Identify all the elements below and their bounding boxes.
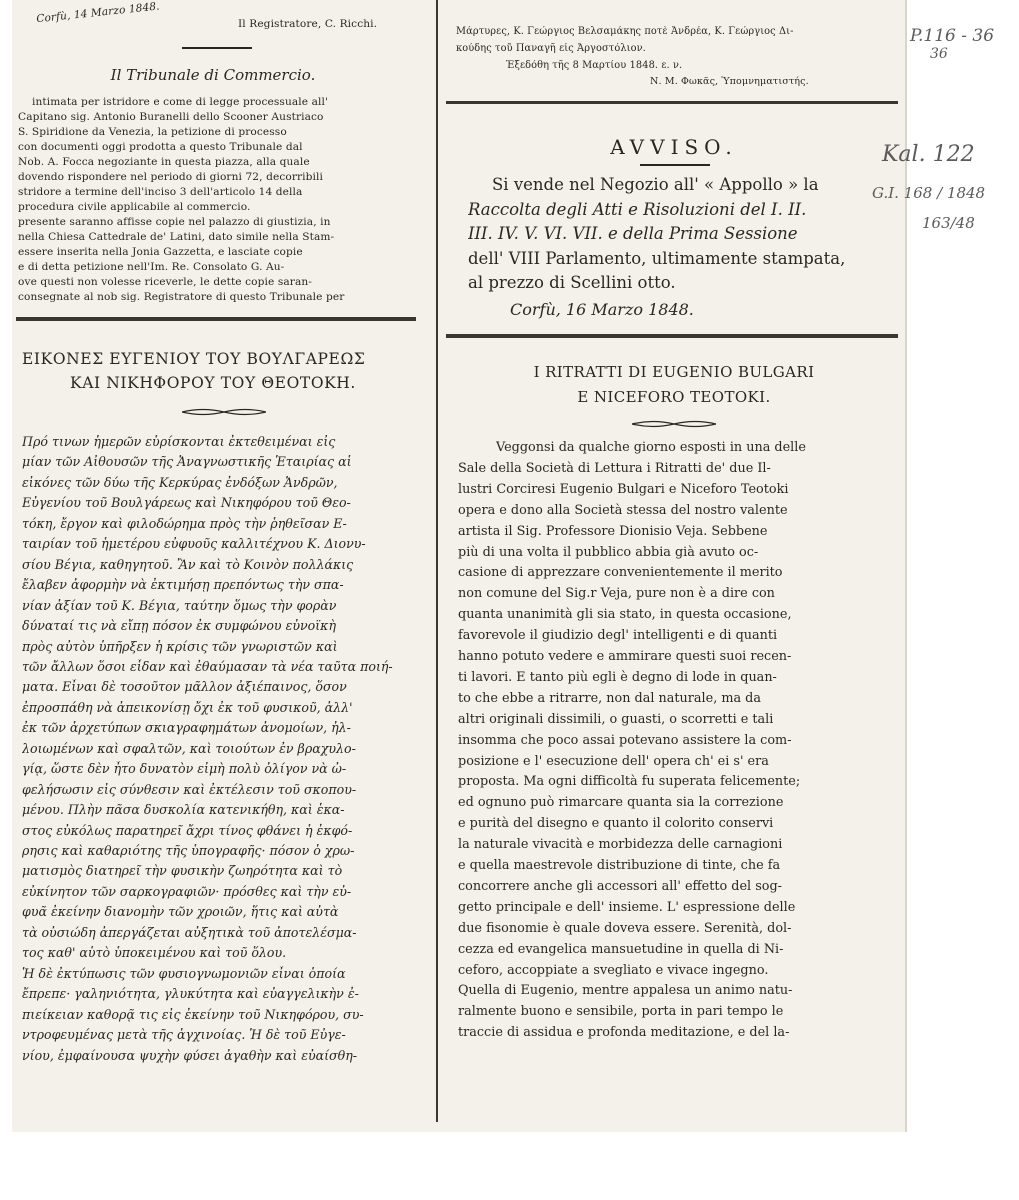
tribunale-line: Capitano sig. Antonio Buranelli dello Scooner Austriaco xyxy=(18,111,324,123)
italian-article-line: lustri Corciresi Eugenio Bulgari e Niceforo Teotoki xyxy=(458,481,789,497)
italian-article-line: la naturale vivacità e morbidezza delle carnagioni xyxy=(458,837,783,853)
italian-article-line: cezza ed evangelica mansuetudine in quella di Ni- xyxy=(458,941,784,957)
header-right-line: κούδης τοῦ Παναγῆ εἰς Ἀργοστόλιον. xyxy=(456,43,646,54)
greek-article-line: πρὸς αὐτὸν ὑπῆρξεν ἡ κρίσις τῶν γνωριστῶν καὶ xyxy=(22,638,338,654)
italian-article-line: hanno potuto vedere e ammirare questi suoi recen- xyxy=(458,649,792,664)
italian-article-line: altri originali dissimili, o guasti, o scorretti e tali xyxy=(458,711,774,727)
handwritten-reference-sub: 36 xyxy=(930,46,948,62)
section-separator xyxy=(446,101,898,104)
greek-article-line: λοιωμένων καὶ σφαλτῶν, καὶ τοιούτων ἐν βραχυλο- xyxy=(22,740,356,756)
handwritten-reference-top: P.116 - 36 xyxy=(910,26,995,46)
italian-article-line: ceforo, accoppiate a svegliato e vivace ingegno. xyxy=(458,962,769,978)
greek-article-line: μίαν τῶν Αἰθουσῶν τῆς Ἀναγνωστικῆς Ἑταιρίας αἱ xyxy=(22,454,352,470)
greek-article-line: στος εὐκόλως παρατηρεῖ ἄχρι τίνος φθάνει ἡ ἐκφό- xyxy=(22,822,353,838)
italian-article-line: opera e dono alla Società stessa del nostro valente xyxy=(458,502,788,518)
tribunale-line: nella Chiesa Cattedrale de' Latini, dato simile nella Stam- xyxy=(18,231,335,243)
greek-article-line: γίᾳ, ὥστε δὲν ἦτο δυνατὸν εἰμὴ πολὺ ὀλίγον νὰ ὠ- xyxy=(22,761,347,777)
italian-article-line: ed ognuno può rimarcare quanta sia la correzione xyxy=(458,795,784,811)
greek-article-line: νίαν ἀξίαν τοῦ Κ. Βέγια, ταύτην ὅμως τὴν φορὰν xyxy=(22,597,337,613)
greek-article-title-2: ΚΑΙ ΝΙΚΗΦΟΡΟΥ ΤΟΥ ΘΕΟΤΟΚΗ. xyxy=(70,374,356,392)
greek-article-line: εὐκίνητον τῶν σαρκογραφιῶν· πρόσθες καὶ τὴν εὐ- xyxy=(22,883,352,899)
greek-article-line: νίου, ἐμφαίνουσα ψυχὴν φύσει ἀγαθὴν καὶ εὐαίσθη- xyxy=(22,1047,358,1063)
handwritten-kal-number: Kal. 122 xyxy=(882,142,975,167)
header-right-line: Μάρτυρες, Κ. Γεώργιος Βελσαμάκης ποτὲ Ἀνδρέα, Κ. Γεώργιος Δι- xyxy=(456,26,794,37)
handwritten-note-1: G.I. 168 / 1848 xyxy=(872,184,986,202)
avviso-title: AVVISO. xyxy=(610,135,738,159)
italian-article-line: e purità del disegno e quanto il colorito conservi xyxy=(458,816,774,832)
header-right-line: Ἐξεδόθη τῆς 8 Μαρτίου 1848. ε. ν. xyxy=(506,60,683,71)
greek-article-line: τῶν ἄλλων ὅσοι εἶδαν καὶ ἐθαύμασαν τὰ νέα ταῦτα ποιή- xyxy=(22,658,393,674)
section-separator xyxy=(16,317,416,321)
italian-article-line: insomma che poco assai potevano assistere la com- xyxy=(458,732,792,748)
italian-article-line: più di una volta il pubblico abbia già avuto oc- xyxy=(458,544,759,560)
italian-article-line: Quella di Eugenio, mentre appalesa un animo natu- xyxy=(458,983,793,999)
greek-article-line: εἰκόνες τῶν δύω τῆς Κερκύρας ἐνδόξων Ἀνδρῶν, xyxy=(22,474,338,490)
greek-article-title-1: ΕΙΚΟΝΕΣ ΕΥΓΕΝΙΟΥ ΤΟΥ ΒΟΥΛΓΑΡΕΩΣ xyxy=(22,350,366,368)
italian-article-line: casione di apprezzare convenientemente il merito xyxy=(458,565,783,581)
tribunale-line: stridore a termine dell'inciso 3 dell'articolo 14 della xyxy=(18,186,303,198)
greek-article-line: ντροφευμένας μετὰ τῆς ἀγχινοίας. Ἡ δὲ τοῦ Εὐγε- xyxy=(22,1027,346,1043)
separator xyxy=(182,47,252,49)
italian-article-line: concorrere anche gli accessori all' effetto del sog- xyxy=(458,878,782,894)
registrar-signature: Il Registratore, C. Ricchi. xyxy=(238,18,378,30)
greek-article-line: ἔπρεπε· γαληνιότητα, γλυκύτητα καὶ εὐαγγελικὴν ἐ- xyxy=(22,986,359,1002)
header-right-signature: Ν. Μ. Φωκᾶς, Ὑπομνηματιστής. xyxy=(650,76,809,87)
tribunale-line: con documenti oggi prodotta a questo Tribunale dal xyxy=(18,141,303,153)
greek-article-line: Ἡ δὲ ἐκτύπωσις τῶν φυσιογνωμονιῶν εἶναι ὁποία xyxy=(22,965,346,981)
ornament-divider xyxy=(632,419,716,429)
greek-article-line: Πρό τινων ἡμερῶν εὑρίσκονται ἐκτεθειμέναι εἰς xyxy=(22,434,336,449)
avviso-line: al prezzo di Scellini otto. xyxy=(468,273,676,292)
italian-article-line: getto principale e dell' insieme. L' espressione delle xyxy=(458,899,796,915)
italian-article-line: to che ebbe a ritrarre, non dal naturale, ma da xyxy=(458,690,761,706)
greek-article-line: φυᾶ ἐκείνην διανομὴν τῶν χροιῶν, ἥτις καὶ αὐτὰ xyxy=(22,904,339,920)
greek-article-line: τος καθ' αὑτὸ ὑποκειμένου καὶ τοῦ ὅλου. xyxy=(22,945,287,961)
greek-article-line: τόκη, ἔργον καὶ φιλοδώρημα πρὸς τὴν ῥηθεῖσαν Ε- xyxy=(22,515,347,531)
tribunale-line: intimata per istridore e come di legge processuale all' xyxy=(32,96,329,108)
tribunale-line: consegnate al nob sig. Registratore di questo Tribunale per xyxy=(18,291,345,303)
italian-article-line: artista il Sig. Professore Dionisio Veja. Sebbene xyxy=(458,523,768,539)
greek-article-line: Εὐγενίου τοῦ Βουλγάρεως καὶ Νικηφόρου τοῦ Θεο- xyxy=(22,495,351,511)
italian-article-line: ti lavori. E tanto più egli è degno di lode in quan- xyxy=(458,669,777,685)
greek-article-line: ἐκ τῶν ἀρχετύπων σκιαγραφημάτων ἀνομοίων, ἠλ- xyxy=(22,720,351,736)
tribunale-line: dovendo rispondere nel periodo di giorni 72, decorribili xyxy=(18,171,324,183)
handwritten-note-2: 163/48 xyxy=(922,214,975,232)
italian-article-line: due fisonomie è quale doveva essere. Serenità, dol- xyxy=(458,920,792,936)
italian-article-title-2: E NICEFORO TEOTOKI. xyxy=(577,388,771,406)
greek-article-line: σίου Βέγια, καθηγητοῦ. Ἂν καὶ τὸ Κοινὸν πολλάκις xyxy=(22,556,354,572)
greek-article-line: τὰ οὐσιώδη ἀπεργάζεται αὐξητικὰ τοῦ ἀποτελέσμα- xyxy=(22,924,357,940)
greek-article-line: ρησις καὶ καθαριότης τῆς ὑπογραφῆς· πόσον ὁ χρω- xyxy=(22,843,355,858)
greek-article-line: μένου. Πλὴν πᾶσα δυσκολία κατενικήθη, καὶ ἑκα- xyxy=(22,802,345,818)
tribunale-line: procedura civile applicabile al commercio. xyxy=(18,201,251,213)
tribunale-line: S. Spiridione da Venezia, la petizione di processo xyxy=(18,126,287,138)
ornament-divider xyxy=(182,407,266,417)
tribunale-title: Il Tribunale di Commercio. xyxy=(110,66,316,84)
greek-article-line: ματισμὸς διατηρεῖ τὴν φυσικὴν ζωηρότητα καὶ τὸ xyxy=(22,863,343,879)
greek-article-line: δύναταί τις νὰ εἴπῃ πόσον ἐκ συμφώνου εὐνοϊκὴ xyxy=(22,618,336,634)
avviso-line: III. IV. V. VI. VII. e della Prima Sessione xyxy=(468,224,798,243)
greek-article-line: ματα. Εἶναι δὲ τοσοῦτον μᾶλλον ἀξιέπαινος, ὅσον xyxy=(22,679,347,695)
avviso-line: Raccolta degli Atti e Risoluzioni del I. II. xyxy=(468,199,807,219)
tribunale-line: e di detta petizione nell'Im. Re. Consolato G. Au- xyxy=(18,261,285,273)
tribunale-line: ove questi non volesse riceverle, le dette copie saran- xyxy=(18,276,312,288)
italian-article-line: quanta unanimità gli sia stato, in questa occasione, xyxy=(458,607,792,623)
italian-article-line: posizione e l' esecuzione dell' opera ch' ei s' era xyxy=(458,753,769,769)
italian-article-line: proposta. Ma ogni difficoltà fu superata felicemente; xyxy=(458,774,801,790)
italian-article-line: Veggonsi da qualche giorno esposti in una delle xyxy=(496,440,806,455)
newspaper-page xyxy=(12,0,905,1132)
tribunale-line: Nob. A. Focca negoziante in questa piazza, alla quale xyxy=(18,156,310,168)
column-divider xyxy=(436,0,438,1122)
greek-article-line: ἔλαβεν ἀφορμὴν νὰ ἐκτιμήσῃ πρεπόντως τὴν σπα- xyxy=(22,577,344,593)
avviso-line: dell' VIII Parlamento, ultimamente stampata, xyxy=(468,248,846,268)
italian-article-line: e quella maestrevole distribuzione di tinte, che fa xyxy=(458,858,781,873)
greek-article-line: πιείκειαν καθορᾷ τις εἰς ἐκείνην τοῦ Νικηφόρου, συ- xyxy=(22,1006,364,1022)
italian-article-line: favorevole il giudizio degl' intelligenti e di quanti xyxy=(458,628,778,644)
greek-article-line: ἐπροσπάθη νὰ ἀπεικονίσῃ ὄχι ἐκ τοῦ φυσικοῦ, ἀλλ' xyxy=(22,699,353,715)
avviso-date: Corfù, 16 Marzo 1848. xyxy=(510,300,694,319)
italian-article-line: traccie di assidua e profonda meditazione, e del la- xyxy=(458,1025,790,1041)
greek-article-line: ταιρίαν τοῦ ἡμετέρου εὐφυοῦς καλλιτέχνου Κ. Διονυ- xyxy=(22,536,366,552)
italian-article-title-1: I RITRATTI DI EUGENIO BULGARI xyxy=(533,363,815,381)
italian-article-line: ralmente buono e sensibile, porta in pari tempo le xyxy=(458,1004,784,1020)
tribunale-line: essere inserita nella Jonia Gazzetta, e lasciate copie xyxy=(18,246,303,258)
separator xyxy=(640,164,710,166)
tribunale-line: presente saranno affisse copie nel palazzo di giustizia, in xyxy=(18,216,331,228)
italian-article-line: Sale della Società di Lettura i Ritratti de' due Il- xyxy=(458,460,771,476)
header-date-fragment: Corfù, 14 Marzo 1848. xyxy=(35,0,161,26)
avviso-line: Si vende nel Negozio all' « Appollo » la xyxy=(492,175,819,194)
greek-article-line: φελήσωσιν εἰς σύνθεσιν καὶ ἐκτέλεσιν τοῦ σκοπου- xyxy=(22,781,357,797)
section-separator xyxy=(446,334,898,338)
italian-article-line: non comune del Sig.r Veja, pure non è a dire con xyxy=(458,586,775,602)
